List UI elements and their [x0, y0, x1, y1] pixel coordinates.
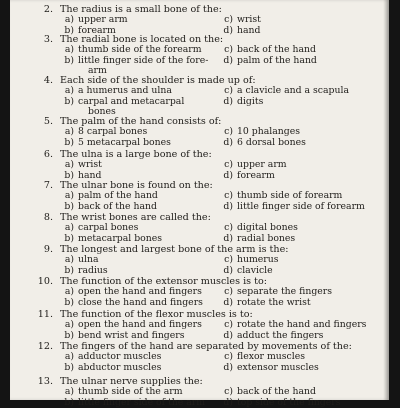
answer-option — [213, 331, 323, 342]
option-continuation: arm — [88, 66, 107, 77]
answer-option — [213, 298, 311, 309]
option-letter: a) — [54, 86, 74, 97]
option-letter: b) — [54, 266, 74, 277]
option-text: humerus — [237, 254, 279, 265]
answer-option — [213, 138, 306, 149]
option-text: thumb side of the arm — [78, 386, 183, 397]
option-text: digits — [237, 96, 263, 107]
question-text: The radial bone is located on the: — [60, 34, 223, 45]
question-text: The function of the extensor muscles is to: — [60, 276, 267, 287]
question-text: The fingers of the hand are separated by movements of the: — [60, 341, 352, 352]
question-number: 6. — [35, 149, 53, 160]
option-letter: b) — [54, 138, 74, 149]
option-letter: b) — [54, 398, 74, 408]
answer-option — [213, 56, 317, 67]
option-text: palm of the hand — [78, 190, 158, 201]
option-text: bend wrist and fingers — [78, 330, 184, 341]
question-stem — [50, 149, 212, 160]
option-letter: b) — [54, 234, 74, 245]
option-text: carpal and metacarpal — [78, 96, 184, 107]
option-letter: b) — [54, 171, 74, 182]
option-text: wrist — [237, 14, 261, 25]
option-text: 6 dorsal bones — [237, 137, 306, 148]
option-text: forearm — [237, 170, 275, 181]
question-text: The ulnar bone is found on the: — [60, 180, 213, 191]
question-text: Each side of the shoulder is made up of: — [60, 75, 256, 86]
question-number: 13. — [35, 376, 53, 387]
question-number: 4. — [35, 75, 53, 86]
option-text: radial bones — [237, 233, 295, 244]
answer-option — [54, 234, 162, 245]
option-text: open the hand and fingers — [78, 319, 202, 330]
answer-option — [213, 171, 275, 182]
question-number: 8. — [35, 212, 53, 223]
option-letter: a) — [54, 191, 74, 202]
option-letter: d) — [213, 56, 233, 67]
answer-option — [213, 86, 349, 97]
option-letter: d) — [213, 331, 233, 342]
option-text: upper arm — [237, 159, 287, 170]
option-text: top side of the fingers — [237, 397, 340, 408]
option-text: little finger side of forearm — [237, 201, 365, 212]
option-letter: c) — [213, 127, 233, 138]
answer-option — [213, 266, 273, 277]
option-letter: c) — [213, 320, 233, 331]
option-letter: b) — [54, 56, 74, 67]
option-text: thumb side of forearm — [237, 190, 342, 201]
option-letter: c) — [213, 223, 233, 234]
option-text: clavicle — [237, 265, 273, 276]
option-letter: d) — [213, 298, 233, 309]
option-text: open the hand and fingers — [78, 286, 202, 297]
option-text: hand — [78, 170, 101, 181]
option-text: adductor muscles — [78, 351, 161, 362]
option-letter: d) — [213, 138, 233, 149]
answer-option — [54, 331, 184, 342]
answer-option — [54, 298, 203, 309]
option-continuation: bones — [88, 107, 116, 118]
question-number: 7. — [35, 180, 53, 191]
option-text: 5 metacarpal bones — [78, 137, 171, 148]
option-letter: c) — [213, 287, 233, 298]
option-text: radius — [78, 265, 108, 276]
option-letter: d) — [213, 26, 233, 37]
option-text: thumb side of the forearm — [78, 44, 202, 55]
option-letter: b) — [54, 331, 74, 342]
option-letter: b) — [54, 97, 74, 108]
option-text: digital bones — [237, 222, 298, 233]
option-letter: a) — [54, 320, 74, 331]
option-letter: d) — [213, 266, 233, 277]
option-text: back of the hand — [237, 386, 316, 397]
option-text: back of the hand — [78, 201, 157, 212]
answer-option — [54, 202, 157, 213]
option-letter: c) — [213, 86, 233, 97]
option-letter: d) — [213, 363, 233, 374]
option-text: back of the hand — [237, 44, 316, 55]
question-number: 12. — [35, 341, 53, 352]
option-letter: c) — [213, 45, 233, 56]
option-text: little finger side of the fore- — [78, 55, 208, 66]
option-text: rotate the wrist — [237, 297, 311, 308]
option-letter: a) — [54, 287, 74, 298]
question-text: The ulna is a large bone of the: — [60, 149, 212, 160]
option-letter: c) — [213, 255, 233, 266]
option-text: hand — [237, 25, 260, 36]
option-text: ulna — [78, 254, 99, 265]
question-number: 5. — [35, 116, 53, 127]
option-text: metacarpal bones — [78, 233, 162, 244]
option-letter: a) — [54, 352, 74, 363]
question-text: The radius is a small bone of the: — [60, 4, 222, 15]
option-letter: b) — [54, 202, 74, 213]
option-text: extensor muscles — [237, 362, 319, 373]
option-text: flexor muscles — [237, 351, 305, 362]
option-text: palm of the hand — [237, 55, 317, 66]
answer-option — [54, 398, 205, 408]
option-letter: a) — [54, 160, 74, 171]
answer-option — [54, 138, 171, 149]
option-letter: d) — [213, 202, 233, 213]
option-letter: d) — [213, 398, 233, 408]
option-letter: b) — [54, 26, 74, 37]
option-text: 8 carpal bones — [78, 126, 147, 137]
question-number: 10. — [35, 276, 53, 287]
option-text: wrist — [78, 159, 102, 170]
option-text: close the hand and fingers — [78, 297, 203, 308]
question-stem — [50, 4, 222, 15]
question-text: The wrist bones are called the: — [60, 212, 211, 223]
option-text: a humerus and ulna — [78, 85, 172, 96]
option-letter: d) — [213, 97, 233, 108]
option-text: rotate the hand and fingers — [237, 319, 366, 330]
answer-option — [54, 363, 161, 374]
answer-option — [54, 266, 108, 277]
option-text: a clavicle and a scapula — [237, 85, 349, 96]
option-letter: c) — [213, 191, 233, 202]
option-letter: d) — [213, 234, 233, 245]
option-letter: a) — [54, 387, 74, 398]
question-text: The ulnar nerve supplies the: — [60, 376, 203, 387]
page-edge-shadow — [383, 0, 389, 400]
answer-option — [213, 234, 295, 245]
option-letter: a) — [54, 255, 74, 266]
option-text: separate the fingers — [237, 286, 332, 297]
option-text: adduct the fingers — [237, 330, 323, 341]
answer-option — [213, 398, 340, 408]
question-number: 2. — [35, 4, 53, 15]
answer-option — [213, 202, 365, 213]
option-text: abductor muscles — [78, 362, 161, 373]
option-letter: b) — [54, 363, 74, 374]
option-letter: c) — [213, 15, 233, 26]
option-text: forearm — [78, 25, 116, 36]
option-letter: a) — [54, 15, 74, 26]
answer-option — [54, 56, 208, 67]
document-page — [10, 0, 389, 400]
option-letter: d) — [213, 171, 233, 182]
option-letter: a) — [54, 223, 74, 234]
option-letter: c) — [213, 352, 233, 363]
option-letter: b) — [54, 298, 74, 309]
question-number: 9. — [35, 244, 53, 255]
question-text: The palm of the hand consists of: — [60, 116, 221, 127]
option-letter: a) — [54, 45, 74, 56]
option-text: little finger side of the arm — [78, 397, 205, 408]
answer-option — [213, 363, 319, 374]
answer-option — [54, 97, 184, 108]
option-text: 10 phalanges — [237, 126, 300, 137]
option-text: upper arm — [78, 14, 128, 25]
option-letter: c) — [213, 160, 233, 171]
option-letter: a) — [54, 127, 74, 138]
option-text: carpal bones — [78, 222, 138, 233]
question-number: 11. — [35, 309, 53, 320]
question-text: The function of the flexor muscles is to: — [60, 309, 253, 320]
question-number: 3. — [35, 34, 53, 45]
answer-option — [213, 97, 263, 108]
question-text: The longest and largest bone of the arm is the: — [60, 244, 288, 255]
option-letter: c) — [213, 387, 233, 398]
